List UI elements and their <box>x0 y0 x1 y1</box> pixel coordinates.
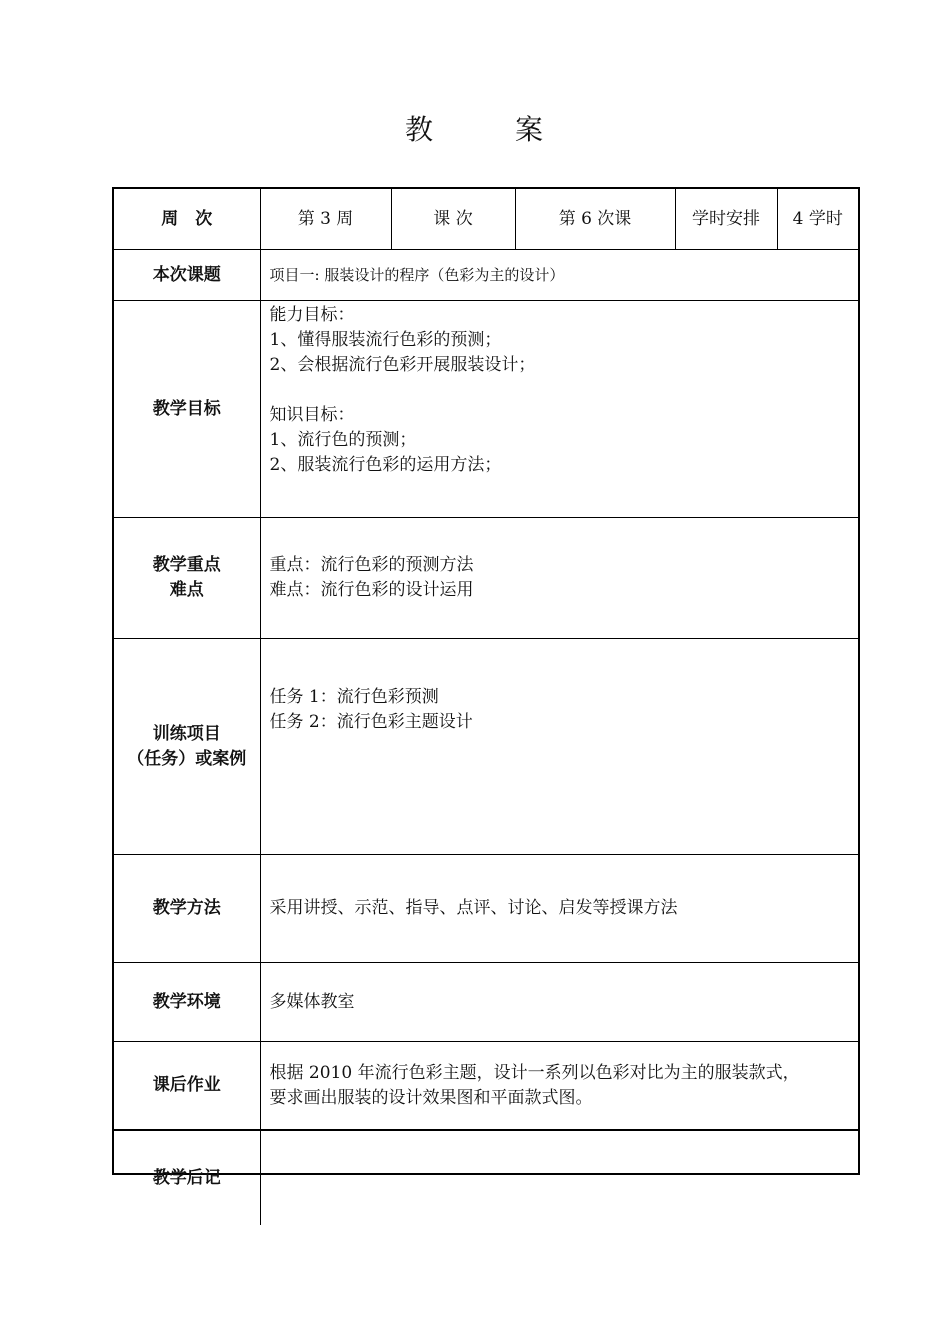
goals-content <box>260 301 858 518</box>
topic-value: 项目一: 服装设计的程序（色彩为主的设计） <box>260 250 858 301</box>
key-points-row <box>114 518 858 639</box>
environment-value: 多媒体教室 <box>260 963 858 1042</box>
goals-row <box>114 301 858 518</box>
environment-row <box>114 963 858 1042</box>
topic-label: 本次课题 <box>114 250 260 301</box>
homework-content <box>260 1042 858 1131</box>
homework-line-2: 要求画出服装的设计效果图和平面款式图。 <box>269 1087 593 1108</box>
title-char-1: 教 <box>404 113 435 146</box>
postscript-row <box>114 1130 858 1225</box>
focus-text: 重点：流行色彩的预测方法 <box>269 555 474 575</box>
hours-value: 4 学时 <box>777 189 858 250</box>
week-label: 周 次 <box>114 189 260 250</box>
ability-item-2: 2、会根据流行色彩开展服装设计； <box>269 355 536 375</box>
method-label: 教学方法 <box>114 855 260 963</box>
week-value: 第 3 周 <box>260 189 391 250</box>
knowledge-item-1: 1、流行色的预测； <box>269 430 417 450</box>
week-row <box>114 189 858 250</box>
hours-label: 学时安排 <box>675 189 777 250</box>
document-title <box>0 108 950 148</box>
knowledge-item-2: 2、服装流行色彩的运用方法； <box>269 455 502 475</box>
training-label: 训练项目 （任务）或案例 <box>114 639 260 855</box>
environment-label: 教学环境 <box>114 963 260 1042</box>
homework-line-1: 根据 2010 年流行色彩主题，设计一系列以色彩对比为主的服装款式， <box>269 1062 800 1083</box>
title-char-2: 案 <box>515 113 546 146</box>
homework-row <box>114 1042 858 1131</box>
topic-row <box>114 250 858 301</box>
training-content <box>260 639 858 855</box>
ability-title: 能力目标： <box>269 305 355 325</box>
ability-item-1: 1、懂得服装流行色彩的预测； <box>269 330 502 350</box>
postscript-label: 教学后记 <box>114 1130 260 1225</box>
homework-label: 课后作业 <box>114 1042 260 1131</box>
knowledge-title: 知识目标： <box>269 405 355 425</box>
goals-label: 教学目标 <box>114 301 260 518</box>
lesson-plan-table <box>112 187 860 1188</box>
postscript-value <box>260 1130 858 1225</box>
training-row <box>114 639 858 855</box>
lesson-label: 课 次 <box>391 189 515 250</box>
method-row <box>114 855 858 963</box>
difficulty-text: 难点：流行色彩的设计运用 <box>269 580 474 600</box>
task-2: 任务 2：流行色彩主题设计 <box>269 712 473 732</box>
lesson-value: 第 6 次课 <box>515 189 675 250</box>
task-1: 任务 1：流行色彩预测 <box>269 687 439 707</box>
method-value: 采用讲授、示范、指导、点评、讨论、启发等授课方法 <box>260 855 858 963</box>
key-points-content <box>260 518 858 639</box>
key-points-label: 教学重点 难点 <box>114 518 260 639</box>
